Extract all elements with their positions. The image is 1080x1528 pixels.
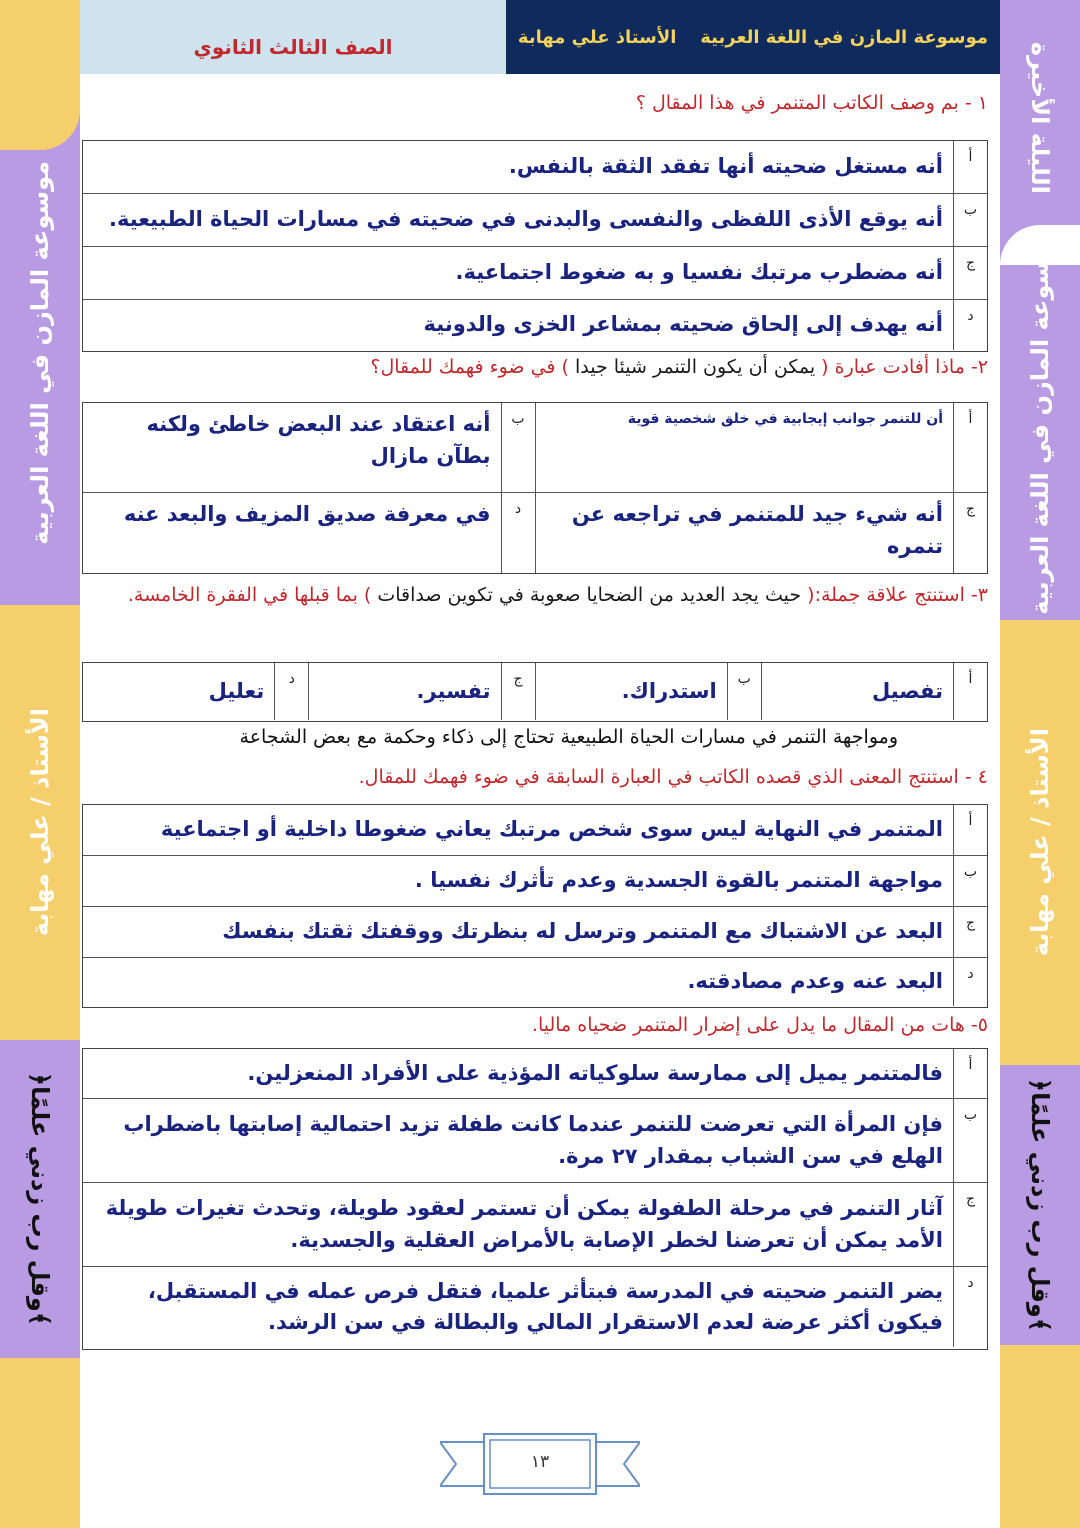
left-bottom-text: ﴿وقل رب زدني علمًا﴾ (26, 1072, 54, 1326)
option-text: أنه مضطرب مرتبك نفسيا و به ضغوط اجتماعية. (455, 260, 943, 285)
option-row (83, 403, 987, 493)
option-letter: د (953, 300, 987, 350)
option-row (83, 663, 987, 720)
option-row (83, 958, 987, 1006)
right-upper-text: موسوعة المازن في اللغة العربية (1026, 230, 1054, 615)
right-band-bottom (1000, 1065, 1080, 1345)
right-mid-text: الأستاذ / علي مهابة (1026, 728, 1054, 957)
option-text: أنه يوقع الأذى اللفظى والنفسى والبدنى في ضحيته في مسارات الحياة الطبيعية. (109, 207, 943, 232)
option-letter: ب (953, 194, 987, 246)
option-row (83, 1049, 987, 1099)
question-3 (98, 580, 988, 610)
option-letter: ب (953, 856, 987, 906)
q2-suffix: ) في ضوء فهمك للمقال؟ (370, 356, 569, 378)
option-text: فالمتنمر يميل إلى ممارسة سلوكياته المؤذية على الأفراد المنعزلين. (247, 1060, 943, 1085)
option-letter: أ (953, 141, 987, 193)
option-letter: أ (953, 805, 987, 855)
q3-suffix: ) بما قبلها في الفقرة الخامسة. (127, 584, 372, 606)
q4-options-table (82, 804, 988, 1008)
option-text: آثار التنمر في مرحلة الطفولة يمكن أن تستمر لعقود طويلة، وتحدث تغيرات طويلة الأمد يمكن أن تعرضنا لخطر الإصابة بالأمراض العقلية والجسدية. (105, 1196, 943, 1252)
q3-options-table (82, 662, 988, 722)
right-band-upper (1000, 225, 1080, 620)
q3-quote: حيث يجد العديد من الضحايا صعوبة في تكوين صداقات (371, 584, 808, 606)
option-text: تعليل (208, 678, 265, 703)
option-row (83, 1183, 987, 1267)
encyclopedia-title: موسوعة المازن في اللغة العربية (700, 26, 989, 48)
q2-quote: يمكن أن يكون التنمر شيئا جيدا (568, 356, 822, 378)
right-bottom-text: ﴿وقل رب زدني علمًا﴾ (1026, 1078, 1054, 1332)
passage-sentence: ومواجهة التنمر في مسارات الحياة الطبيعية تحتاج إلى ذكاء وحكمة مع بعض الشجاعة (239, 726, 898, 748)
option-letter: ج (953, 907, 987, 957)
grade-label: الصف الثالث الثانوي (80, 0, 506, 74)
left-top-text: موسوعة المازن في اللغة العربية (26, 160, 54, 545)
option-text: في معرفة صديق المزيف والبعد عنه (123, 502, 491, 526)
question-2 (370, 356, 988, 378)
option-text: فإن المرأة التي تعرضت للتنمر عندما كانت طفلة تزيد احتمالية إصابتها باضطراب الهلع في سن الشباب بمقدار ٢٧ مرة. (123, 1112, 943, 1168)
option-letter: ب (953, 1099, 987, 1182)
option-text: أنه يهدف إلى إلحاق ضحيته بمشاعر الخزى والدونية (423, 312, 943, 337)
page-number: ١٣ (530, 1452, 550, 1472)
option-row (83, 247, 987, 300)
option-text: استدراك. (621, 678, 717, 703)
option-row (83, 1267, 987, 1347)
option-text: يضر التنمر ضحيته في المدرسة فبتأثر علميا، فتقل فرص عمله في المستقبل، فيكون أكثر عرضة لعدم الاستقرار المالي والبطالة في سن الرشد. (147, 1278, 943, 1334)
question-4: ٤ - استنتج المعنى الذي قصده الكاتب في العبارة السابقة في ضوء فهمك للمقال. (358, 766, 988, 788)
left-mid-text: الأستاذ / علي مهابة (26, 708, 54, 937)
q3-prefix: ٣- استنتج علاقة جملة:( (807, 584, 988, 606)
q2-options-table (82, 402, 988, 574)
option-text: مواجهة المتنمر بالقوة الجسدية وعدم تأثرك نفسيا . (414, 868, 943, 893)
header-navy-band (506, 0, 1000, 74)
option-text: تفصيل (871, 678, 943, 703)
right-band-mid (1000, 620, 1080, 1065)
option-letter: ج (953, 247, 987, 299)
question-5: ٥- هات من المقال ما يدل على إضرار المتنمر ضحياه ماليا. (531, 1014, 988, 1036)
option-letter: أ (953, 663, 987, 720)
option-letter: د (274, 663, 308, 720)
right-band-top (1000, 0, 1080, 225)
option-letter: أ (953, 403, 987, 492)
option-text: المتنمر في النهاية ليس سوى شخص مرتبك يعاني ضغوطا داخلية أو اجتماعية (160, 817, 943, 842)
option-letter: ب (501, 403, 535, 492)
option-row (83, 300, 987, 350)
option-text: أنه شيء جيد للمتنمر في تراجعه عن تنمره (571, 502, 943, 558)
right-band-foot (1000, 1345, 1080, 1528)
question-1: ١ - بم وصف الكاتب المتنمر في هذا المقال ؟ (635, 92, 988, 114)
option-text: البعد عنه وعدم مصادقته. (687, 969, 943, 994)
left-band-top (0, 0, 80, 605)
option-letter: ج (953, 1183, 987, 1266)
option-row (83, 805, 987, 856)
right-top-text: الليلة الأخيرة (1026, 41, 1054, 194)
option-row (83, 194, 987, 247)
option-letter: ج (953, 493, 987, 573)
left-band-foot (0, 1358, 80, 1528)
option-row (83, 907, 987, 958)
option-row (83, 141, 987, 194)
left-band-bottom (0, 1040, 80, 1358)
option-letter: ب (727, 663, 761, 720)
q1-options-table (82, 140, 988, 352)
option-letter: د (501, 493, 535, 573)
option-text: البعد عن الاشتباك مع المتنمر وترسل له بنظرتك ووقفتك ثقتك بنفسك (222, 919, 943, 944)
option-letter: أ (953, 1049, 987, 1098)
option-letter: د (953, 958, 987, 1006)
option-text: أن للتنمر جوانب إيجابية في خلق شخصية قوية (627, 411, 943, 427)
option-row (83, 493, 987, 573)
option-text: تفسير. (416, 678, 491, 703)
q2-prefix: ٢- ماذا أفادت عبارة ( (821, 356, 988, 378)
option-row (83, 1099, 987, 1183)
option-row (83, 856, 987, 907)
option-letter: ج (501, 663, 535, 720)
left-band-mid (0, 605, 80, 1040)
option-letter: د (953, 1267, 987, 1347)
page-number-ribbon (440, 1430, 640, 1498)
option-text: أنه اعتقاد عند البعض خاطئ ولكنه بطآن مازال (146, 412, 491, 468)
option-text: أنه مستغل ضحيته أنها تفقد الثقة بالنفس. (508, 154, 943, 179)
teacher-name: الأستاذ علي مهابة (517, 26, 677, 48)
q5-options-table (82, 1048, 988, 1350)
page-header (80, 0, 1000, 74)
